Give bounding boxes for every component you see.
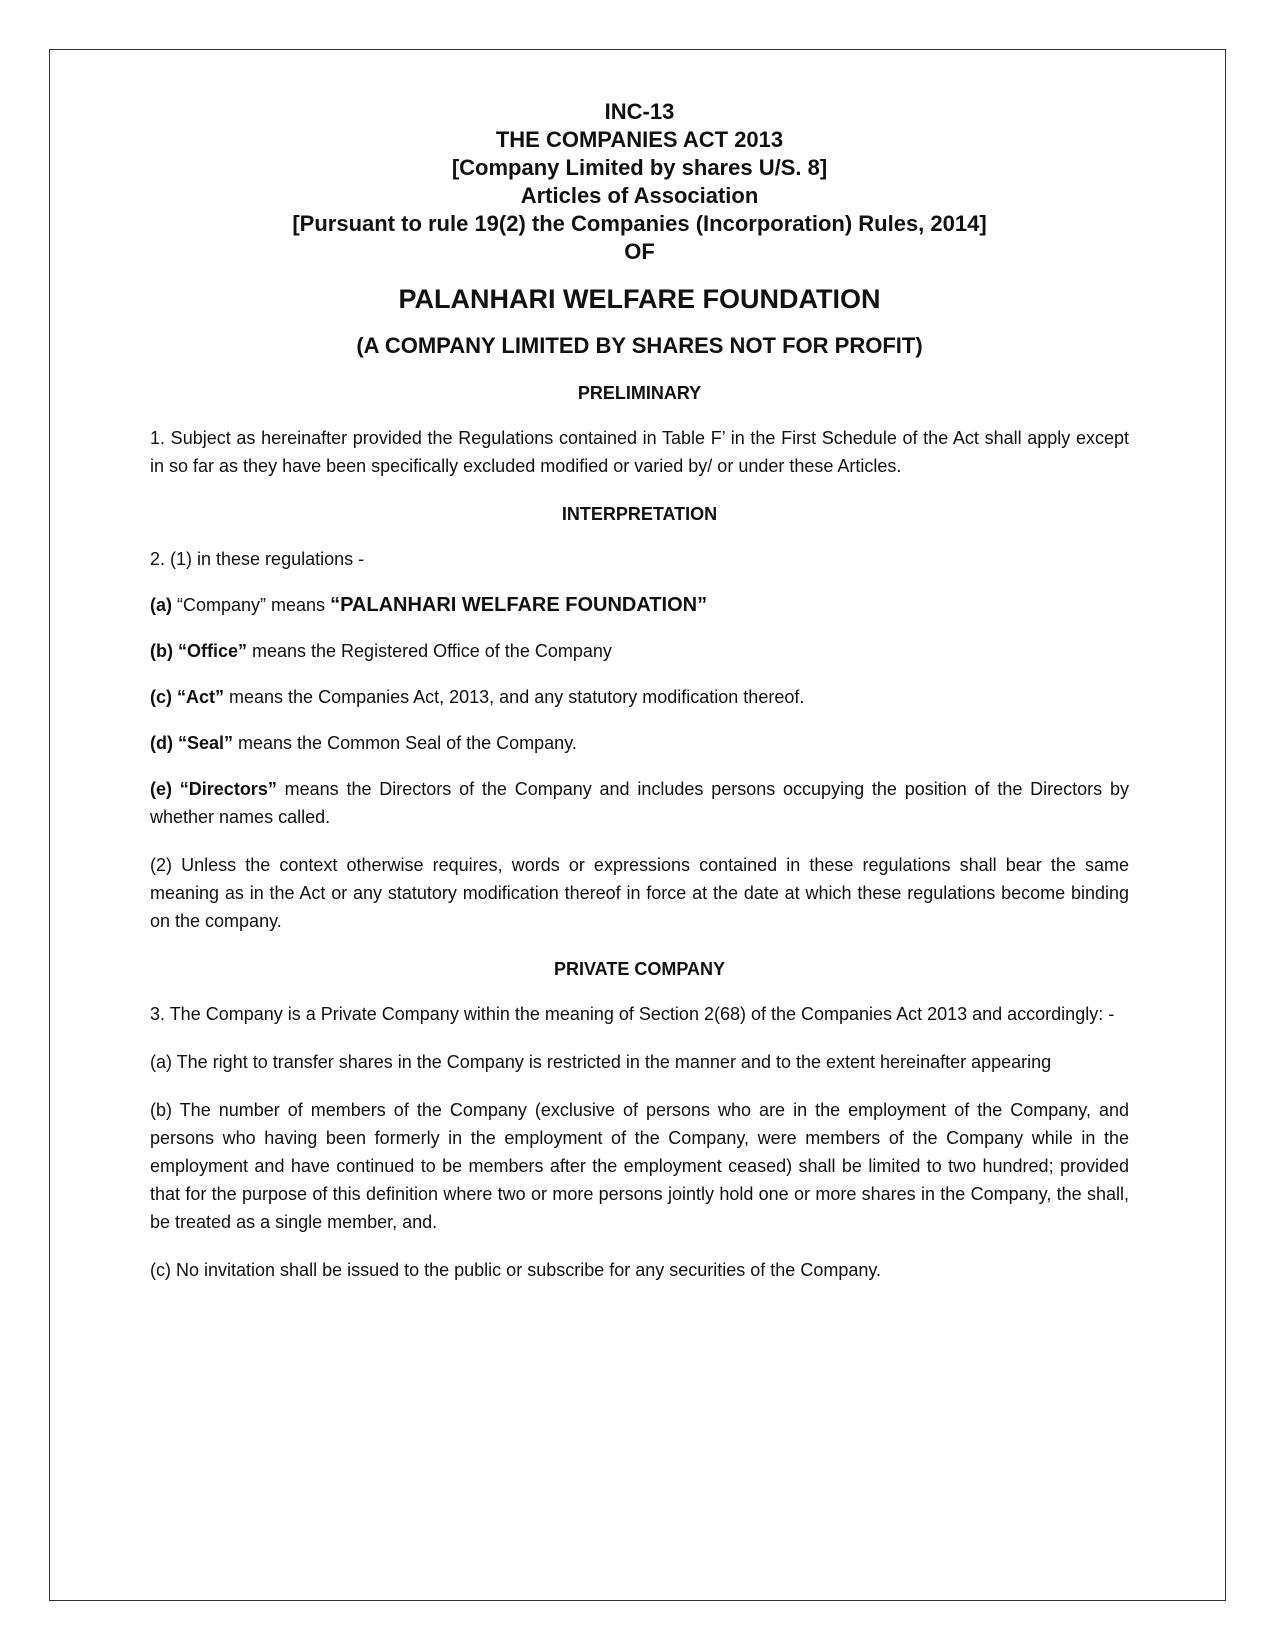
definition-label: (b) “Office” — [150, 641, 247, 661]
definition-company-name: “PALANHARI WELFARE FOUNDATION” — [330, 594, 708, 616]
article-3-clause-b: (b) The number of members of the Company (exclusive of persons who are in the employment of the Company, and persons who having been formerly in the employment of the Company, were members of the Company while in the employment and have continued to be members after the employment ceased) shall be limited to two hundred; provided that for the purpose of this definition where two or more persons jointly hold one or more shares in the Company, the shall, be treated as a single member, and. — [150, 1100, 1129, 1232]
act-title: THE COMPANIES ACT 2013 — [495, 127, 784, 152]
definition-text: means the Common Seal of the Company. — [233, 733, 577, 753]
section-heading-private-company: PRIVATE COMPANY — [553, 959, 725, 979]
article-3-clause-a: (a) The right to transfer shares in the Company is restricted in the manner and to the extent hereinafter appearing — [150, 1052, 1052, 1072]
definition-label: (e) “Directors” — [150, 779, 277, 799]
article-2-intro: 2. (1) in these regulations - — [150, 549, 365, 569]
pursuant-rule: [Pursuant to rule 19(2) the Companies (Incorporation) Rules, 2014] — [292, 211, 987, 236]
document-body — [150, 98, 1129, 1284]
definition-label: (d) “Seal” — [150, 733, 234, 753]
article-2-clause-2: (2) Unless the context otherwise requires, words or expressions contained in these regulations shall bear the same meaning as in the Act or any statutory modification thereof in force at the date at which these regulations become binding on the company. — [150, 855, 1129, 931]
article-1: 1. Subject as hereinafter provided the Regulations contained in Table F’ in the First Schedule of the Act shall apply except in so far as they have been specifically excluded modified or varied by/ or under these Articles. — [150, 428, 1129, 476]
definition-text: means the Directors of the Company and includes persons occupying the position of the Directors by whether names called. — [150, 779, 1129, 827]
definition-label: (c) “Act” — [150, 687, 225, 707]
company-subtitle: (A COMPANY LIMITED BY SHARES NOT FOR PROFIT) — [356, 333, 923, 358]
definition-text: means the Registered Office of the Company — [247, 641, 612, 661]
document-title: Articles of Association — [520, 183, 759, 208]
definition-directors — [150, 775, 1129, 831]
section-heading-preliminary: PRELIMINARY — [577, 383, 702, 403]
article-3: 3. The Company is a Private Company within the meaning of Section 2(68) of the Companies Act 2013 and accordingly: - — [150, 1004, 1115, 1024]
definition-company — [150, 591, 1129, 619]
definition-label: (a) — [150, 595, 172, 615]
article-3-clause-c: (c) No invitation shall be issued to the public or subscribe for any securities of the Company. — [150, 1260, 882, 1280]
definition-office — [150, 637, 1129, 665]
definition-text: means the Companies Act, 2013, and any statutory modification thereof. — [224, 687, 805, 707]
company-type: [Company Limited by shares U/S. 8] — [451, 155, 828, 180]
definition-seal — [150, 729, 1129, 757]
definition-text: “Company” means — [172, 595, 331, 615]
section-heading-interpretation: INTERPRETATION — [561, 504, 718, 524]
company-name: PALANHARI WELFARE FOUNDATION — [398, 284, 881, 314]
definition-act — [150, 683, 1129, 711]
form-number: INC-13 — [604, 99, 675, 124]
of-line: OF — [624, 239, 655, 264]
